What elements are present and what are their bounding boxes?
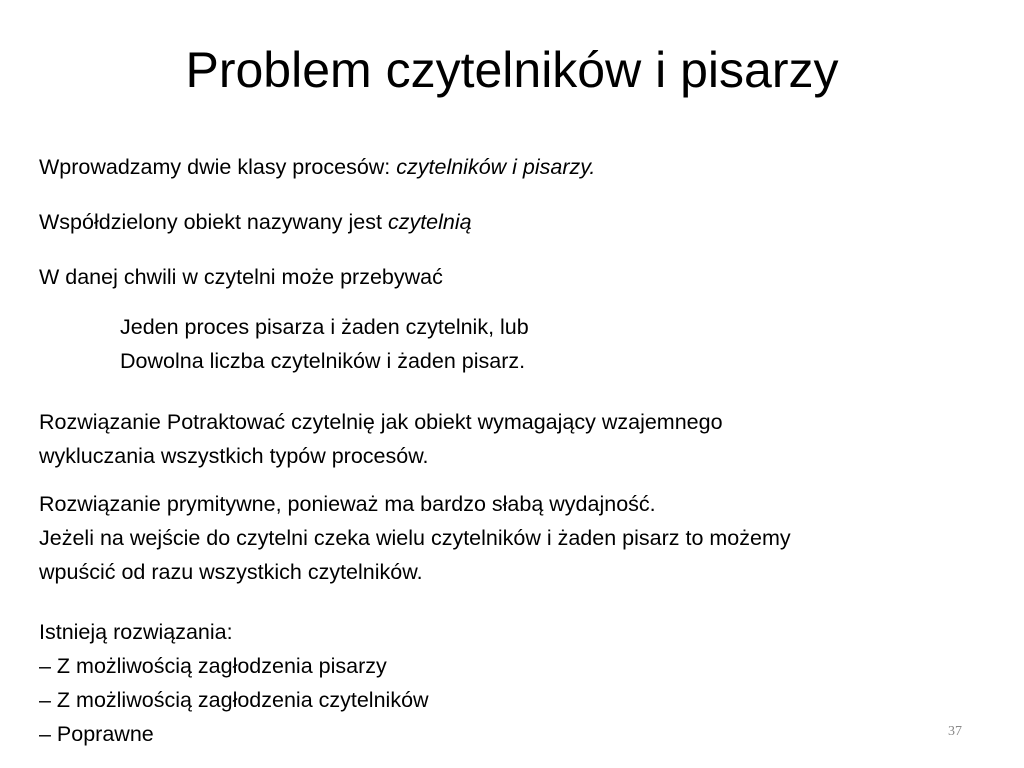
shared-object-paragraph	[39, 205, 472, 239]
slide-title: Problem czytelników i pisarzy	[185, 42, 839, 98]
slide-number: 37	[948, 724, 962, 739]
shared-object-emphasis: czytelnią	[387, 210, 472, 234]
existing-solutions-list	[39, 615, 429, 751]
intro-emphasis: czytelników i pisarzy.	[396, 155, 596, 179]
existing-item: – Poprawne	[39, 722, 154, 746]
primitive-line: Jeżeli na wejście do czytelni czeka wielu czytelników i żaden pisarz to możemy	[39, 526, 791, 550]
primitive-paragraph	[39, 487, 791, 589]
existing-heading: Istnieją rozwiązania:	[39, 620, 233, 644]
existing-item: – Z możliwością zagłodzenia pisarzy	[39, 654, 387, 678]
intro-text: Wprowadzamy dwie klasy procesów:	[39, 155, 397, 179]
solution-paragraph	[39, 405, 723, 473]
intro-paragraph	[39, 150, 595, 184]
existing-item: – Z możliwością zagłodzenia czytelników	[39, 688, 429, 712]
options-list	[39, 310, 529, 378]
shared-object-text: Współdzielony obiekt nazywany jest	[39, 210, 388, 234]
solution-line: Rozwiązanie Potraktować czytelnię jak obiekt wymagający wzajemnego	[39, 410, 723, 434]
option-item: Jeden proces pisarza i żaden czytelnik, lub	[120, 315, 529, 339]
primitive-line: Rozwiązanie prymitywne, ponieważ ma bardzo słabą wydajność.	[39, 492, 656, 516]
option-item: Dowolna liczba czytelników i żaden pisarz.	[120, 349, 526, 373]
primitive-line: wpuścić od razu wszystkich czytelników.	[39, 560, 423, 584]
solution-line: wykluczania wszystkich typów procesów.	[39, 444, 429, 468]
capacity-paragraph: W danej chwili w czytelni może przebywać	[39, 265, 443, 289]
